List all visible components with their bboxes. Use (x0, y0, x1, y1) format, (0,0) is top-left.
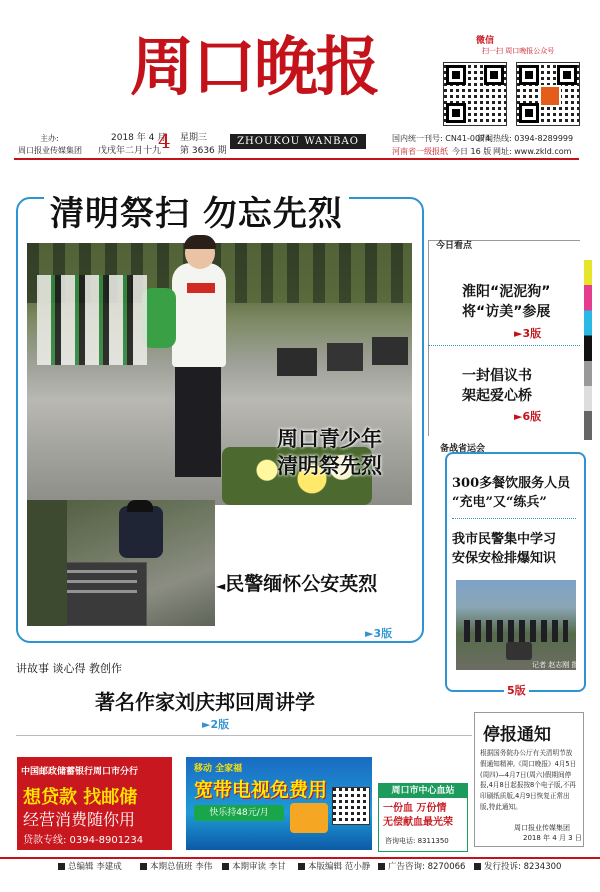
ad-postal-bank[interactable] (17, 757, 172, 850)
website: 网址: www.zkld.com (493, 147, 572, 156)
today-label: 今日看点 (436, 241, 473, 251)
story-page: ►2版 (202, 718, 230, 731)
story-headline: 著名作家刘庆邦回周讲学 (95, 690, 315, 714)
issue-number: 第 3636 期 (180, 146, 227, 156)
games-item-1: 300多餐饮服务人员 “充电”又“练兵” (452, 476, 571, 510)
ad-mobile-broadband[interactable] (186, 757, 372, 850)
games-label: 备战省运会 (440, 444, 486, 454)
today-item-1-page: ►3版 (514, 327, 542, 340)
qr-code-app (516, 62, 580, 126)
ad3-slogan: 一份血 万份情 无偿献血最光荣 (383, 803, 453, 828)
qr-code (443, 62, 507, 126)
issue-date: 2018 年 4 月 (111, 133, 167, 143)
header-rule (14, 158, 579, 160)
story-tagline: 讲故事 谈心得 教创作 (16, 662, 122, 675)
lead-headline: 清明祭扫 勿忘先烈 (44, 186, 349, 235)
notice-title: 停报通知 (483, 725, 551, 745)
photo-police-training (456, 580, 579, 670)
ad-blood-station[interactable] (378, 783, 468, 852)
ad1-phone: 贷款专线: 0394-8901234 (23, 835, 144, 846)
lunar-date: 戊戌年二月十九 (98, 146, 162, 156)
ad1-slogan: 想贷款 找邮储 (23, 787, 138, 808)
today-column (428, 240, 581, 436)
caption-youth: 周口青少年 清明祭先烈 (277, 426, 382, 478)
organizer: 周口报业传媒集团 (18, 146, 82, 155)
today-item-2-page: ►6版 (514, 410, 542, 423)
wechat-sub: 扫一扫 周口晚报公众号 (482, 47, 555, 55)
ad3-phone: 咨询电话: 8311350 (385, 837, 449, 845)
masthead-title: 周口晚报 (130, 30, 378, 105)
notice-signer: 周口报业传媒集团 (514, 824, 570, 832)
today-item-2-title: 一封倡议书 架起爱心桥 (462, 368, 532, 404)
lead-page-ref: ►3版 (362, 625, 395, 641)
paper-rank: 河南省一级报纸 (392, 147, 448, 156)
issue-day: 4 (158, 129, 171, 153)
footer-bar (0, 857, 600, 873)
photo-police (27, 500, 215, 626)
notice-body: 根据国务院办公厅有关清明节放假通知精神,《周口晚报》4月5日(周四)—4月7日(周六)假期间停报,4月8日起报按8个电子版,不再印刷纸质版,4月9日恢复正常出版,特此通知。 (480, 749, 577, 811)
footer-review: 本期审读 李甘 (222, 860, 286, 872)
wechat-label: 微信 (476, 36, 495, 46)
ad2-badge (290, 803, 328, 833)
notice-date: 2018 年 4 月 3 日 (523, 834, 582, 842)
ad2-price: 快乐持48元/月 (194, 805, 284, 821)
ad1-sub: 经营消费随你用 (23, 810, 136, 829)
caption-police: ◄民警缅怀公安英烈 (216, 573, 378, 595)
footer-page-editor: 本版编辑 范小静 (298, 860, 370, 872)
photo-credit: 记者 赵志刚 摄 (532, 661, 579, 669)
pinyin-bar: ZHOUKOU WANBAO (230, 134, 366, 149)
page-count: 今日 16 版 (452, 147, 492, 156)
ad3-title: 周口市中心血站 (379, 784, 467, 798)
ad2-qr-code (332, 787, 370, 825)
footer-distribution: 发行投诉: 8234300 (474, 860, 561, 872)
color-bar (584, 260, 592, 440)
footer-chief-editor: 总编辑 李建成 (58, 860, 122, 872)
ad1-org: 中国邮政储蓄银行周口市分行 (21, 767, 139, 777)
today-item-1-title: 淮阳“泥泥狗” 将“访美”参展 (462, 284, 551, 320)
news-hotline: 新闻热线: 0394-8289999 (477, 134, 574, 143)
games-page: 5版 (504, 682, 529, 698)
footer-duty: 本期总值班 李伟 (140, 860, 212, 872)
footer-ad-contact: 广告咨询: 8270066 (378, 860, 465, 872)
ad2-title: 宽带电视免费用 (194, 779, 328, 801)
games-item-2: 我市民警集中学习 安保安检排爆知识 (452, 532, 557, 566)
weekday: 星期三 (180, 133, 208, 143)
cn-number: 国内统一刊号: CN41-0074 (392, 134, 491, 143)
ad2-brand: 移动 全家福 (194, 764, 243, 774)
organizer-label: 主办: (40, 134, 59, 143)
